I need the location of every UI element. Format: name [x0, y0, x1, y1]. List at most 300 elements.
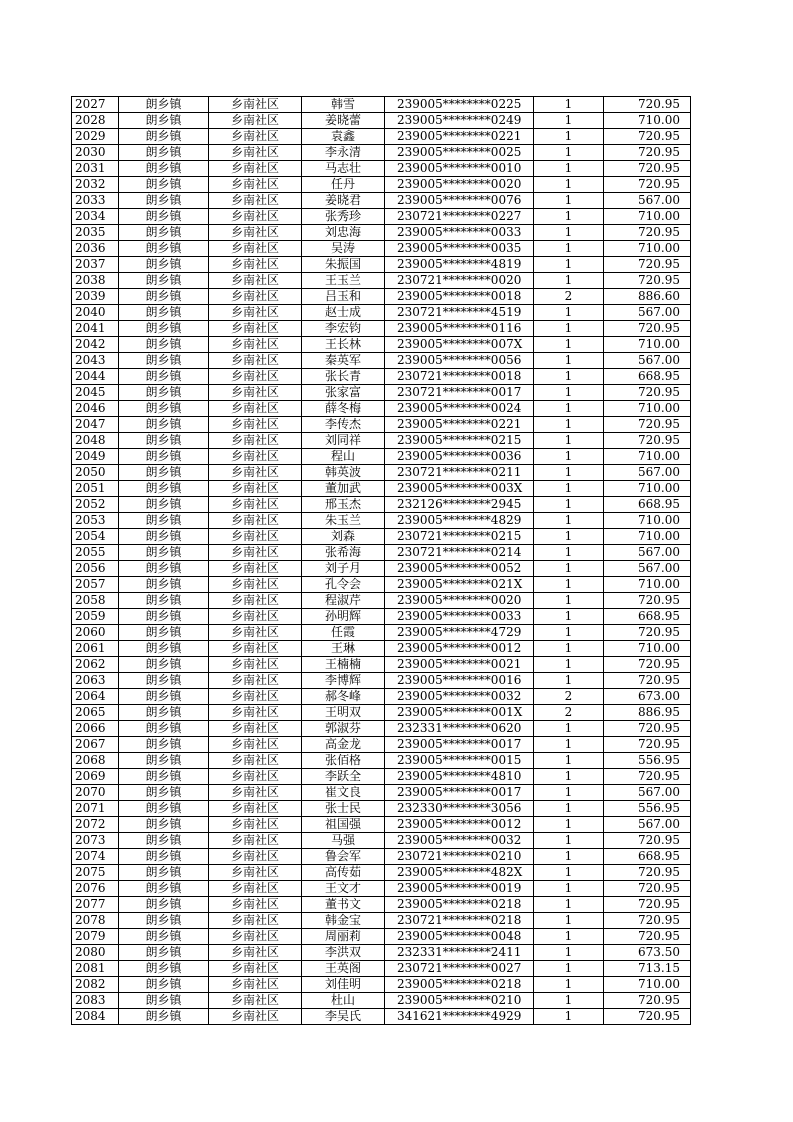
- town-cell: 朗乡镇: [119, 705, 209, 721]
- count-cell: 1: [534, 369, 604, 385]
- count-cell: 1: [534, 849, 604, 865]
- id-number-cell: 239005********0221: [385, 417, 534, 433]
- community-cell: 乡南社区: [209, 801, 302, 817]
- amount-cell: 673.50: [604, 945, 691, 961]
- amount-cell: 720.95: [604, 769, 691, 785]
- town-cell: 朗乡镇: [119, 305, 209, 321]
- name-cell: 张士民: [302, 801, 385, 817]
- town-cell: 朗乡镇: [119, 577, 209, 593]
- count-cell: 1: [534, 545, 604, 561]
- amount-cell: 710.00: [604, 529, 691, 545]
- id-number-cell: 232331********0620: [385, 721, 534, 737]
- amount-cell: 720.95: [604, 385, 691, 401]
- count-cell: 1: [534, 881, 604, 897]
- amount-cell: 567.00: [604, 545, 691, 561]
- community-cell: 乡南社区: [209, 945, 302, 961]
- name-cell: 周丽莉: [302, 929, 385, 945]
- id-number-cell: 232331********2411: [385, 945, 534, 961]
- id-number-cell: 341621********4929: [385, 1009, 534, 1025]
- name-cell: 李洪双: [302, 945, 385, 961]
- row-number-cell: 2065: [72, 705, 119, 721]
- row-number-cell: 2037: [72, 257, 119, 273]
- table-row: [72, 977, 691, 993]
- name-cell: 王楠楠: [302, 657, 385, 673]
- table-row: [72, 865, 691, 881]
- table-row: [72, 321, 691, 337]
- name-cell: 张秀珍: [302, 209, 385, 225]
- id-number-cell: 239005********0210: [385, 993, 534, 1009]
- amount-cell: 668.95: [604, 609, 691, 625]
- town-cell: 朗乡镇: [119, 785, 209, 801]
- id-number-cell: 239005********0218: [385, 897, 534, 913]
- town-cell: 朗乡镇: [119, 177, 209, 193]
- community-cell: 乡南社区: [209, 689, 302, 705]
- id-number-cell: 239005********0052: [385, 561, 534, 577]
- table-row: [72, 801, 691, 817]
- name-cell: 郝冬峰: [302, 689, 385, 705]
- amount-cell: 720.95: [604, 145, 691, 161]
- amount-cell: 710.00: [604, 337, 691, 353]
- amount-cell: 668.95: [604, 497, 691, 513]
- community-cell: 乡南社区: [209, 577, 302, 593]
- table-row: [72, 369, 691, 385]
- town-cell: 朗乡镇: [119, 449, 209, 465]
- name-cell: 董加武: [302, 481, 385, 497]
- community-cell: 乡南社区: [209, 353, 302, 369]
- community-cell: 乡南社区: [209, 769, 302, 785]
- table-row: [72, 257, 691, 273]
- amount-cell: 720.95: [604, 897, 691, 913]
- table-row: [72, 961, 691, 977]
- table-row: [72, 657, 691, 673]
- id-number-cell: 239005********0018: [385, 289, 534, 305]
- table-row: [72, 913, 691, 929]
- community-cell: 乡南社区: [209, 961, 302, 977]
- count-cell: 1: [534, 337, 604, 353]
- amount-cell: 720.95: [604, 97, 691, 113]
- name-cell: 刘子月: [302, 561, 385, 577]
- community-cell: 乡南社区: [209, 289, 302, 305]
- count-cell: 1: [534, 129, 604, 145]
- name-cell: 张佰格: [302, 753, 385, 769]
- row-number-cell: 2058: [72, 593, 119, 609]
- table-row: [72, 337, 691, 353]
- count-cell: 1: [534, 1009, 604, 1025]
- id-number-cell: 239005********0221: [385, 129, 534, 145]
- amount-cell: 710.00: [604, 481, 691, 497]
- count-cell: 1: [534, 433, 604, 449]
- row-number-cell: 2055: [72, 545, 119, 561]
- name-cell: 崔文良: [302, 785, 385, 801]
- town-cell: 朗乡镇: [119, 593, 209, 609]
- town-cell: 朗乡镇: [119, 641, 209, 657]
- amount-cell: 567.00: [604, 465, 691, 481]
- town-cell: 朗乡镇: [119, 497, 209, 513]
- town-cell: 朗乡镇: [119, 257, 209, 273]
- name-cell: 王长林: [302, 337, 385, 353]
- row-number-cell: 2064: [72, 689, 119, 705]
- amount-cell: 710.00: [604, 513, 691, 529]
- id-number-cell: 239005********0015: [385, 753, 534, 769]
- community-cell: 乡南社区: [209, 497, 302, 513]
- table-row: [72, 481, 691, 497]
- community-cell: 乡南社区: [209, 129, 302, 145]
- id-number-cell: 239005********0020: [385, 177, 534, 193]
- community-cell: 乡南社区: [209, 225, 302, 241]
- count-cell: 1: [534, 945, 604, 961]
- row-number-cell: 2047: [72, 417, 119, 433]
- town-cell: 朗乡镇: [119, 1009, 209, 1025]
- table-row: [72, 401, 691, 417]
- name-cell: 韩雪: [302, 97, 385, 113]
- amount-cell: 720.95: [604, 273, 691, 289]
- table-row: [72, 929, 691, 945]
- row-number-cell: 2039: [72, 289, 119, 305]
- row-number-cell: 2027: [72, 97, 119, 113]
- community-cell: 乡南社区: [209, 465, 302, 481]
- row-number-cell: 2033: [72, 193, 119, 209]
- community-cell: 乡南社区: [209, 385, 302, 401]
- row-number-cell: 2070: [72, 785, 119, 801]
- row-number-cell: 2084: [72, 1009, 119, 1025]
- town-cell: 朗乡镇: [119, 225, 209, 241]
- name-cell: 张长青: [302, 369, 385, 385]
- community-cell: 乡南社区: [209, 929, 302, 945]
- community-cell: 乡南社区: [209, 625, 302, 641]
- id-number-cell: 239005********0076: [385, 193, 534, 209]
- community-cell: 乡南社区: [209, 449, 302, 465]
- table-row: [72, 753, 691, 769]
- table-row: [72, 897, 691, 913]
- count-cell: 2: [534, 289, 604, 305]
- row-number-cell: 2036: [72, 241, 119, 257]
- community-cell: 乡南社区: [209, 177, 302, 193]
- community-cell: 乡南社区: [209, 369, 302, 385]
- id-number-cell: 239005********0017: [385, 785, 534, 801]
- amount-cell: 668.95: [604, 849, 691, 865]
- count-cell: 1: [534, 353, 604, 369]
- table-row: [72, 1009, 691, 1025]
- table-row: [72, 881, 691, 897]
- id-number-cell: 230721********0020: [385, 273, 534, 289]
- name-cell: 刘忠海: [302, 225, 385, 241]
- name-cell: 李跃全: [302, 769, 385, 785]
- id-number-cell: 239005********0024: [385, 401, 534, 417]
- table-row: [72, 449, 691, 465]
- id-number-cell: 239005********0225: [385, 97, 534, 113]
- amount-cell: 710.00: [604, 641, 691, 657]
- amount-cell: 720.95: [604, 177, 691, 193]
- community-cell: 乡南社区: [209, 113, 302, 129]
- name-cell: 王琳: [302, 641, 385, 657]
- count-cell: 1: [534, 737, 604, 753]
- name-cell: 袁鑫: [302, 129, 385, 145]
- row-number-cell: 2081: [72, 961, 119, 977]
- count-cell: 1: [534, 257, 604, 273]
- id-number-cell: 239005********0021: [385, 657, 534, 673]
- row-number-cell: 2082: [72, 977, 119, 993]
- town-cell: 朗乡镇: [119, 817, 209, 833]
- row-number-cell: 2057: [72, 577, 119, 593]
- table-row: [72, 689, 691, 705]
- town-cell: 朗乡镇: [119, 561, 209, 577]
- town-cell: 朗乡镇: [119, 385, 209, 401]
- id-number-cell: 239005********482X: [385, 865, 534, 881]
- community-cell: 乡南社区: [209, 321, 302, 337]
- table-row: [72, 769, 691, 785]
- row-number-cell: 2048: [72, 433, 119, 449]
- table-row: [72, 305, 691, 321]
- count-cell: 1: [534, 753, 604, 769]
- row-number-cell: 2045: [72, 385, 119, 401]
- town-cell: 朗乡镇: [119, 209, 209, 225]
- row-number-cell: 2032: [72, 177, 119, 193]
- count-cell: 2: [534, 705, 604, 721]
- town-cell: 朗乡镇: [119, 753, 209, 769]
- community-cell: 乡南社区: [209, 529, 302, 545]
- name-cell: 张家富: [302, 385, 385, 401]
- id-number-cell: 239005********0010: [385, 161, 534, 177]
- amount-cell: 567.00: [604, 305, 691, 321]
- table-row: [72, 993, 691, 1009]
- town-cell: 朗乡镇: [119, 545, 209, 561]
- town-cell: 朗乡镇: [119, 369, 209, 385]
- count-cell: 1: [534, 97, 604, 113]
- id-number-cell: 230721********0017: [385, 385, 534, 401]
- name-cell: 刘森: [302, 529, 385, 545]
- community-cell: 乡南社区: [209, 785, 302, 801]
- count-cell: 1: [534, 209, 604, 225]
- count-cell: 1: [534, 177, 604, 193]
- count-cell: 1: [534, 113, 604, 129]
- table-row: [72, 273, 691, 289]
- count-cell: 1: [534, 161, 604, 177]
- name-cell: 孙明辉: [302, 609, 385, 625]
- amount-cell: 720.95: [604, 833, 691, 849]
- row-number-cell: 2067: [72, 737, 119, 753]
- id-number-cell: 232126********2945: [385, 497, 534, 513]
- id-number-cell: 239005********0033: [385, 225, 534, 241]
- id-number-cell: 239005********4729: [385, 625, 534, 641]
- community-cell: 乡南社区: [209, 913, 302, 929]
- community-cell: 乡南社区: [209, 897, 302, 913]
- town-cell: 朗乡镇: [119, 609, 209, 625]
- count-cell: 1: [534, 721, 604, 737]
- amount-cell: 720.95: [604, 161, 691, 177]
- row-number-cell: 2051: [72, 481, 119, 497]
- table-row: [72, 817, 691, 833]
- count-cell: 1: [534, 417, 604, 433]
- community-cell: 乡南社区: [209, 721, 302, 737]
- community-cell: 乡南社区: [209, 737, 302, 753]
- community-cell: 乡南社区: [209, 673, 302, 689]
- row-number-cell: 2060: [72, 625, 119, 641]
- amount-cell: 720.95: [604, 993, 691, 1009]
- table-row: [72, 833, 691, 849]
- row-number-cell: 2072: [72, 817, 119, 833]
- community-cell: 乡南社区: [209, 337, 302, 353]
- name-cell: 马强: [302, 833, 385, 849]
- town-cell: 朗乡镇: [119, 145, 209, 161]
- row-number-cell: 2066: [72, 721, 119, 737]
- row-number-cell: 2077: [72, 897, 119, 913]
- community-cell: 乡南社区: [209, 417, 302, 433]
- community-cell: 乡南社区: [209, 641, 302, 657]
- amount-cell: 567.00: [604, 561, 691, 577]
- table-row: [72, 417, 691, 433]
- table-row: [72, 529, 691, 545]
- id-number-cell: 232330********3056: [385, 801, 534, 817]
- amount-cell: 720.95: [604, 257, 691, 273]
- town-cell: 朗乡镇: [119, 993, 209, 1009]
- table-row: [72, 593, 691, 609]
- town-cell: 朗乡镇: [119, 241, 209, 257]
- row-number-cell: 2028: [72, 113, 119, 129]
- count-cell: 1: [534, 321, 604, 337]
- town-cell: 朗乡镇: [119, 977, 209, 993]
- table-row: [72, 577, 691, 593]
- id-number-cell: 239005********007X: [385, 337, 534, 353]
- amount-cell: 720.95: [604, 657, 691, 673]
- count-cell: 1: [534, 801, 604, 817]
- count-cell: 1: [534, 577, 604, 593]
- amount-cell: 668.95: [604, 369, 691, 385]
- table-row: [72, 145, 691, 161]
- id-number-cell: 239005********0033: [385, 609, 534, 625]
- count-cell: 1: [534, 513, 604, 529]
- count-cell: 1: [534, 305, 604, 321]
- community-cell: 乡南社区: [209, 849, 302, 865]
- count-cell: 1: [534, 449, 604, 465]
- row-number-cell: 2031: [72, 161, 119, 177]
- count-cell: 1: [534, 977, 604, 993]
- name-cell: 王文才: [302, 881, 385, 897]
- amount-cell: 556.95: [604, 753, 691, 769]
- community-cell: 乡南社区: [209, 305, 302, 321]
- town-cell: 朗乡镇: [119, 113, 209, 129]
- community-cell: 乡南社区: [209, 593, 302, 609]
- row-number-cell: 2035: [72, 225, 119, 241]
- community-cell: 乡南社区: [209, 257, 302, 273]
- amount-cell: 720.95: [604, 593, 691, 609]
- count-cell: 1: [534, 913, 604, 929]
- table-row: [72, 385, 691, 401]
- table-row: [72, 97, 691, 113]
- id-number-cell: 239005********0048: [385, 929, 534, 945]
- count-cell: 1: [534, 817, 604, 833]
- table-row: [72, 513, 691, 529]
- count-cell: 1: [534, 465, 604, 481]
- table-row: [72, 545, 691, 561]
- row-number-cell: 2053: [72, 513, 119, 529]
- count-cell: 1: [534, 225, 604, 241]
- community-cell: 乡南社区: [209, 97, 302, 113]
- row-number-cell: 2061: [72, 641, 119, 657]
- community-cell: 乡南社区: [209, 881, 302, 897]
- id-number-cell: 230721********0210: [385, 849, 534, 865]
- name-cell: 吴涛: [302, 241, 385, 257]
- id-number-cell: 239005********001X: [385, 705, 534, 721]
- amount-cell: 886.95: [604, 705, 691, 721]
- table-row: [72, 353, 691, 369]
- id-number-cell: 230721********0027: [385, 961, 534, 977]
- row-number-cell: 2044: [72, 369, 119, 385]
- community-cell: 乡南社区: [209, 1009, 302, 1025]
- row-number-cell: 2078: [72, 913, 119, 929]
- amount-cell: 710.00: [604, 977, 691, 993]
- count-cell: 2: [534, 689, 604, 705]
- amount-cell: 710.00: [604, 401, 691, 417]
- id-number-cell: 239005********0218: [385, 977, 534, 993]
- id-number-cell: 230721********0215: [385, 529, 534, 545]
- name-cell: 邢玉杰: [302, 497, 385, 513]
- community-cell: 乡南社区: [209, 481, 302, 497]
- id-number-cell: 239005********4829: [385, 513, 534, 529]
- id-number-cell: 239005********0116: [385, 321, 534, 337]
- id-number-cell: 239005********0036: [385, 449, 534, 465]
- community-cell: 乡南社区: [209, 545, 302, 561]
- amount-cell: 720.95: [604, 321, 691, 337]
- town-cell: 朗乡镇: [119, 849, 209, 865]
- id-number-cell: 239005********0032: [385, 689, 534, 705]
- town-cell: 朗乡镇: [119, 513, 209, 529]
- amount-cell: 720.95: [604, 433, 691, 449]
- town-cell: 朗乡镇: [119, 833, 209, 849]
- community-cell: 乡南社区: [209, 273, 302, 289]
- name-cell: 李传杰: [302, 417, 385, 433]
- count-cell: 1: [534, 609, 604, 625]
- name-cell: 李吴氏: [302, 1009, 385, 1025]
- table-row: [72, 289, 691, 305]
- name-cell: 杜山: [302, 993, 385, 1009]
- id-number-cell: 239005********003X: [385, 481, 534, 497]
- community-cell: 乡南社区: [209, 193, 302, 209]
- community-cell: 乡南社区: [209, 161, 302, 177]
- town-cell: 朗乡镇: [119, 689, 209, 705]
- name-cell: 鲁会军: [302, 849, 385, 865]
- table-row: [72, 193, 691, 209]
- community-cell: 乡南社区: [209, 609, 302, 625]
- name-cell: 祖国强: [302, 817, 385, 833]
- name-cell: 李宏钧: [302, 321, 385, 337]
- community-cell: 乡南社区: [209, 817, 302, 833]
- id-number-cell: 230721********0214: [385, 545, 534, 561]
- town-cell: 朗乡镇: [119, 273, 209, 289]
- table-row: [72, 721, 691, 737]
- town-cell: 朗乡镇: [119, 961, 209, 977]
- row-number-cell: 2071: [72, 801, 119, 817]
- community-cell: 乡南社区: [209, 753, 302, 769]
- amount-cell: 720.95: [604, 721, 691, 737]
- row-number-cell: 2041: [72, 321, 119, 337]
- community-cell: 乡南社区: [209, 241, 302, 257]
- town-cell: 朗乡镇: [119, 929, 209, 945]
- table-row: [72, 849, 691, 865]
- town-cell: 朗乡镇: [119, 465, 209, 481]
- table-row: [72, 641, 691, 657]
- count-cell: 1: [534, 401, 604, 417]
- name-cell: 程淑芹: [302, 593, 385, 609]
- row-number-cell: 2073: [72, 833, 119, 849]
- row-number-cell: 2063: [72, 673, 119, 689]
- town-cell: 朗乡镇: [119, 289, 209, 305]
- name-cell: 秦英军: [302, 353, 385, 369]
- count-cell: 1: [534, 929, 604, 945]
- id-number-cell: 230721********0218: [385, 913, 534, 929]
- count-cell: 1: [534, 145, 604, 161]
- table-row: [72, 209, 691, 225]
- town-cell: 朗乡镇: [119, 897, 209, 913]
